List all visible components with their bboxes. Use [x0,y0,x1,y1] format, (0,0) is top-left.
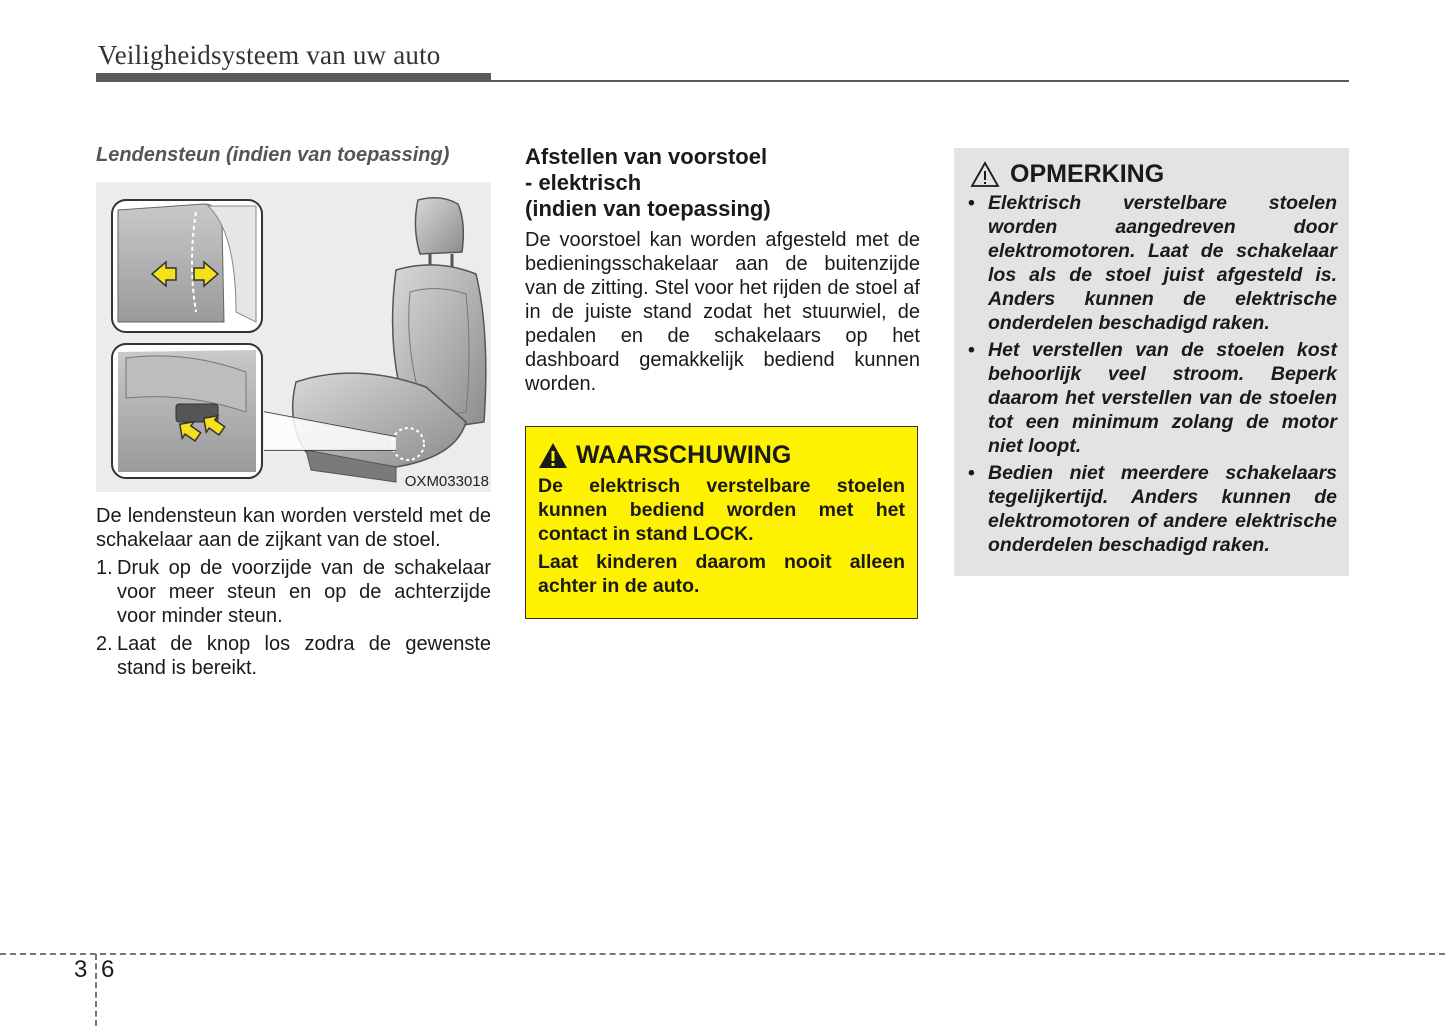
column-power-seat [525,142,920,619]
list-item: • Het verstellen van de stoelen kost behoorlijk veel stroom. Beperk daarom het verstellen van de stoelen tot een minimum zolang de motor niet loopt. [968,339,1337,457]
warning-triangle-icon [538,442,568,469]
footer-divider [95,954,97,1026]
section-title [525,144,920,222]
section-title-line: Afstellen van voorstoel [525,144,768,169]
lumbar-intro: De lendensteun kan worden versteld met de schakelaar aan de zijkant van de stoel. [96,505,491,551]
list-item: • Elektrisch verstelbare stoelen worden aangedreven door elektromotoren. Laat de schakelaar los als de stoel juist afgesteld is. Anders kunnen de elektrische onderdelen beschadigd raken. [968,192,1337,334]
list-item [96,556,491,628]
page-header-title: Veiligheidsysteem van uw auto [98,40,441,70]
step-text: Laat de knop los zodra de gewenste stand is bereikt. [117,633,491,679]
lumbar-figure [96,182,491,492]
notice-heading [970,160,1337,189]
column-lumbar-support [96,142,491,684]
page-number: 6 [101,956,115,983]
lumbar-subheading: Lendensteun (indien van toepassing) [96,144,450,166]
header-rule [96,80,1349,82]
footer-rule [0,953,1445,955]
warning-heading [538,441,905,470]
notice-text: Bedien niet meerdere schakelaars tegelijkertijd. Anders kunnen de elektromotoren of andere elektrische onderdelen beschadigd raken. [988,462,1337,556]
step-number: 1. [96,557,113,579]
notice-box [954,148,1349,576]
seat-illustration [96,182,491,492]
chapter-number: 3 [74,956,88,983]
warning-box [525,426,918,619]
notice-text: Elektrisch verstelbare stoelen worden aangedreven door elektromotoren. Laat de schakelaar los als de stoel juist afgesteld is. Anders kunnen de elektrische onderdelen beschadigd raken. [988,192,1337,334]
step-text: Druk op de voorzijde van de schakelaar voor meer steun en op de achterzijde voor minder steun. [117,557,491,627]
caution-triangle-icon [970,161,1000,188]
column-notice [954,148,1349,576]
section-title-line: - elektrisch [525,170,642,195]
notice-list [966,191,1337,557]
figure-code: OXM033018 [404,473,489,490]
lumbar-steps [96,556,491,680]
section-title-line: (indien van toepassing) [525,196,771,221]
warning-title: WAARSCHUWING [576,441,792,469]
warning-text: De elektrisch verstelbare stoelen kunnen bediend worden met het contact in stand LOCK. [538,475,905,545]
power-seat-body: De voorstoel kan worden afgesteld met de bedieningsschakelaar aan de buitenzijde van de zitting. Stel voor het rijden de stoel af in de juiste stand zodat het stuurwiel, de pedalen en de schakelaars op het dashboard gemakkelijk bediend kunnen worden. [525,229,920,395]
warning-text: Laat kinderen daarom nooit alleen achter in de auto. [538,551,905,597]
step-number: 2. [96,633,113,655]
list-item: • Bedien niet meerdere schakelaars tegelijkertijd. Anders kunnen de elektromotoren of andere elektrische onderdelen beschadigd raken. [968,462,1337,556]
list-item [96,632,491,680]
notice-title: OPMERKING [1010,160,1165,188]
notice-text: Het verstellen van de stoelen kost behoorlijk veel stroom. Beperk daarom het verstellen van de stoelen tot een minimum zolang de motor niet loopt. [988,339,1337,457]
